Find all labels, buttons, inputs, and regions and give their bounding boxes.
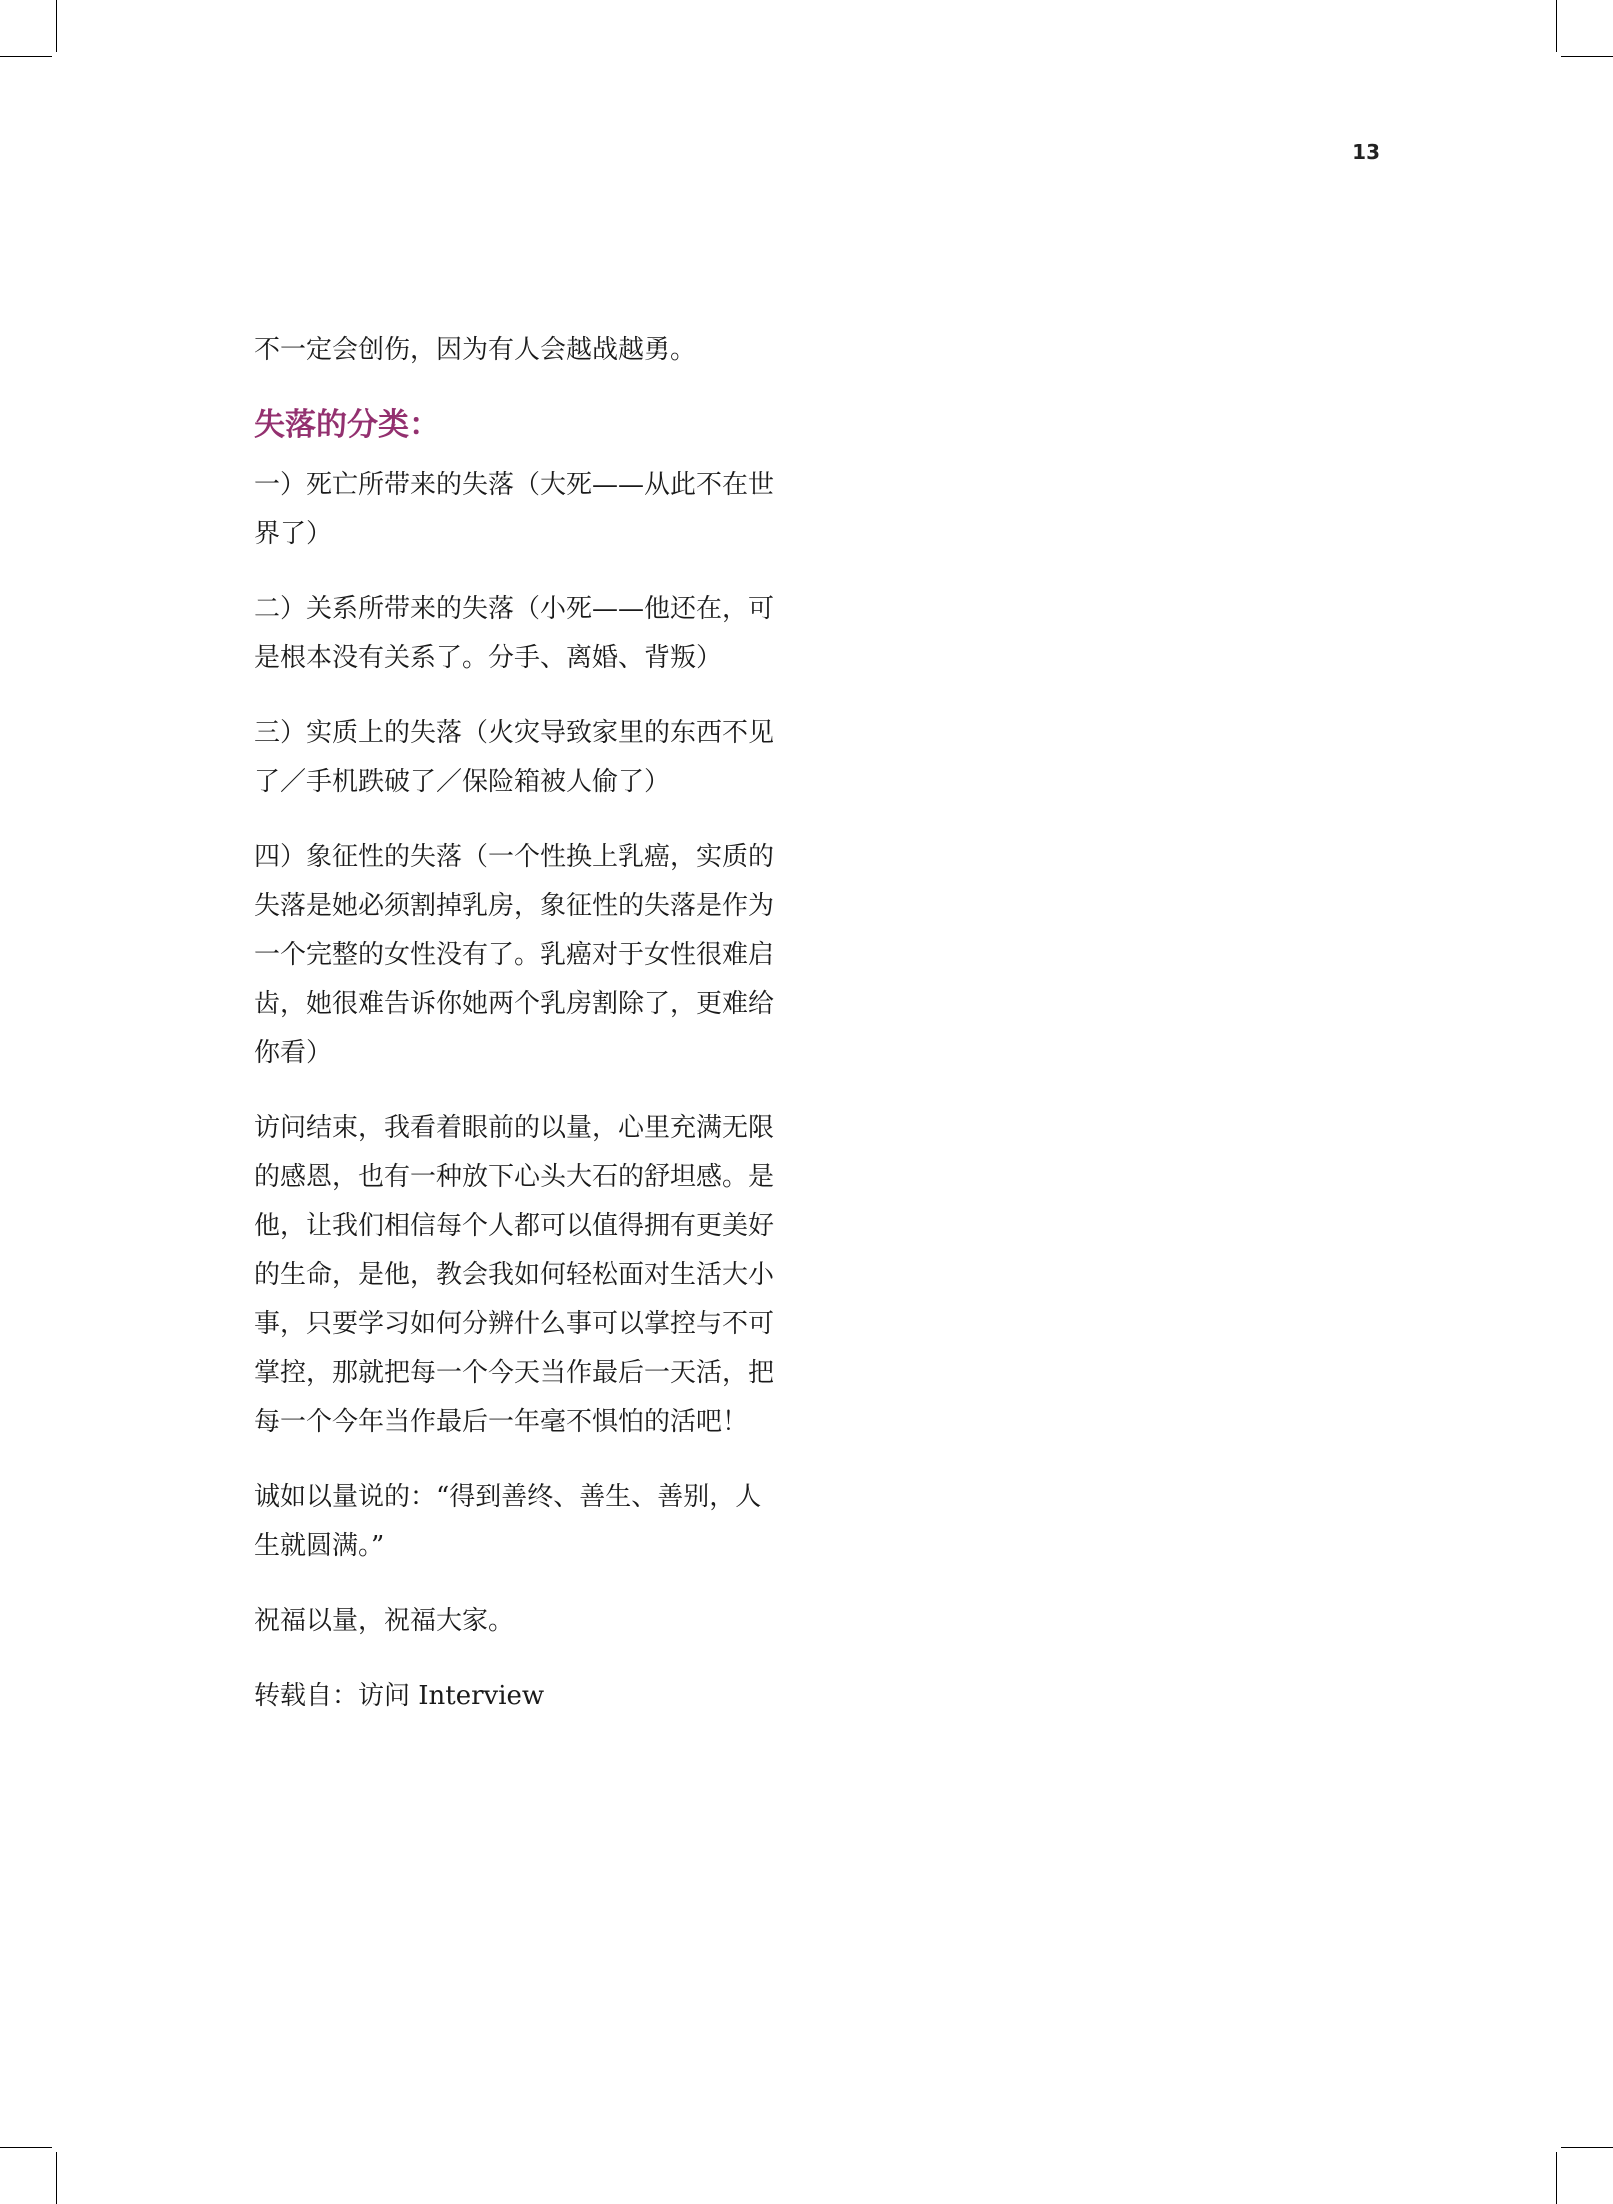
crop-mark-bottom-right-vertical [1556,2152,1557,2204]
paragraph-quote: 诚如以量说的：“得到善终、善生、善别，人生就圆满。” [254,1482,762,1561]
crop-mark-top-left-horizontal [0,56,52,57]
intro-paragraph: 不一定会创伤，因为有人会越战越勇。 [254,335,697,365]
crop-mark-bottom-left-horizontal [0,2147,52,2148]
paragraph-death-loss: 一）死亡所带来的失落（大死——从此不在世界了） [254,470,775,549]
crop-mark-top-right-horizontal [1561,56,1613,57]
crop-mark-top-right-vertical [1556,0,1557,52]
crop-mark-top-left-vertical [56,0,57,52]
paragraph-blessing: 祝福以量，祝福大家。 [254,1606,515,1636]
article-body [254,326,774,1747]
paragraph-interview-end: 访问结束，我看着眼前的以量，心里充满无限的感恩，也有一种放下心头大石的舒坦感。是他，让我们相信每个人都可以值得拥有更美好的生命，是他，教会我如何轻松面对生活大小事，只要学习如何分辨什么事可以掌控与不可掌控，那就把每一个今天当作最后一天活，把每一个今年当作最后一年毫不惧怕的活吧！ [254,1113,775,1437]
crop-mark-bottom-left-vertical [56,2152,57,2204]
crop-mark-bottom-right-horizontal [1561,2147,1613,2148]
paragraph-source: 转载自：访问 Interview [254,1681,545,1711]
section-heading: 失落的分类： [254,407,440,443]
paragraph-symbolic-loss: 四）象征性的失落（一个性换上乳癌，实质的失落是她必须割掉乳房，象征性的失落是作为一个完整的女性没有了。乳癌对于女性很难启齿，她很难告诉你她两个乳房割除了，更难给你看） [254,842,775,1068]
paragraph-material-loss: 三）实质上的失落（火灾导致家里的东西不见了／手机跌破了／保险箱被人偷了） [254,718,775,797]
paragraph-relationship-loss: 二）关系所带来的失落（小死——他还在，可是根本没有关系了。分手、离婚、背叛） [254,594,775,673]
page-number: 13 [1352,140,1380,164]
